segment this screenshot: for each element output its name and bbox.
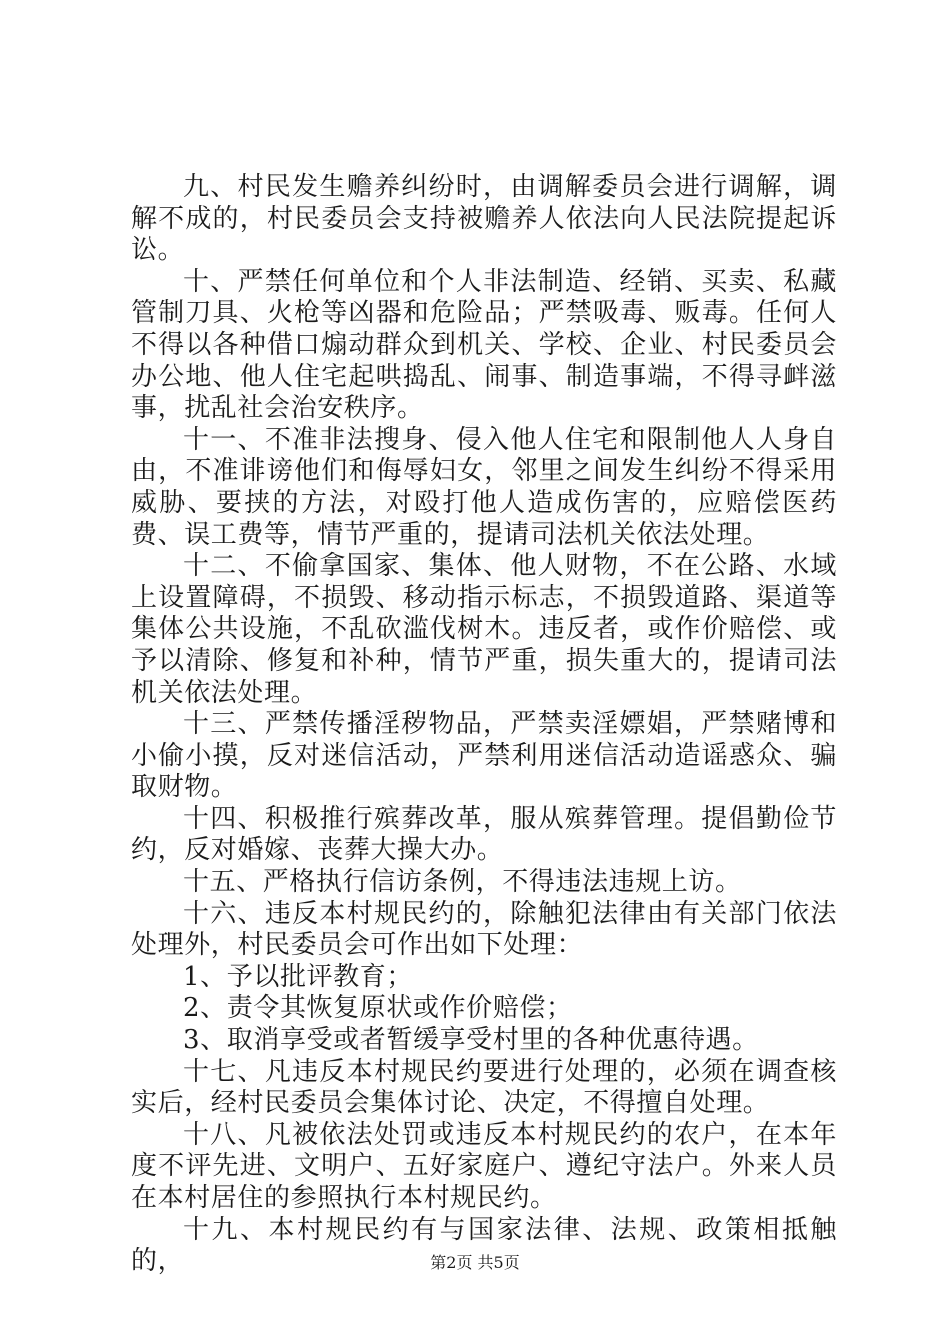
list-item-1: 1、予以批评教育； xyxy=(183,961,413,992)
paragraph-9: 九、村民发生赡养纠纷时，由调解委员会进行调解，调解不成的，村民委员会支持被赡养人依法向人民法院提起诉讼。 xyxy=(131,172,837,266)
paragraph-13: 十三、严禁传播淫秽物品，严禁卖淫嫖娼，严禁赌博和小偷小摸，反对迷信活动，严禁利用迷信活动造谣惑众、骗取财物。 xyxy=(131,709,837,803)
paragraph-19: 十九、本村规民约有与国家法律、法规、政策相抵触的， xyxy=(131,1214,837,1277)
paragraph-18: 十八、凡被依法处罚或违反本村规民约的农户，在本年度不评先进、文明户、五好家庭户、遵纪守法户。外来人员在本村居住的参照执行本村规民约。 xyxy=(131,1119,837,1213)
paragraph-17: 十七、凡违反本村规民约要进行处理的，必须在调查核实后，经村民委员会集体讨论、决定，不得擅自处理。 xyxy=(131,1056,837,1119)
paragraph-14: 十四、积极推行殡葬改革，服从殡葬管理。提倡勤俭节约，反对婚嫁、丧葬大操大办。 xyxy=(131,803,837,866)
page-number-label: 第2页 共5页 xyxy=(430,1253,520,1272)
paragraph-11: 十一、不准非法搜身、侵入他人住宅和限制他人人身自由，不准诽谤他们和侮辱妇女，邻里之间发生纠纷不得采用威胁、要挟的方法，对殴打他人造成伤害的，应赔偿医药费、误工费等，情节严重的，提请司法机关依法处理。 xyxy=(131,424,837,550)
paragraph-12: 十二、不偷拿国家、集体、他人财物，不在公路、水域上设置障碍，不损毁、移动指示标志，不损毁道路、渠道等集体公共设施，不乱砍滥伐树木。违反者，或作价赔偿、或予以清除、修复和补种，情节严重，损失重大的，提请司法机关依法处理。 xyxy=(131,551,837,708)
paragraph-15: 十五、严格执行信访条例，不得违法违规上访。 xyxy=(183,867,742,898)
list-item-3: 3、取消享受或者暂缓享受村里的各种优惠待遇。 xyxy=(183,1025,759,1056)
document-body xyxy=(131,172,837,1278)
list-item-2: 2、责令其恢复原状或作价赔偿； xyxy=(183,993,573,1024)
paragraph-16: 十六、违反本村规民约的，除触犯法律由有关部门依法处理外，村民委员会可作出如下处理： xyxy=(131,898,837,961)
paragraph-10: 十、严禁任何单位和个人非法制造、经销、买卖、私藏管制刀具、火枪等凶器和危险品；严禁吸毒、贩毒。任何人不得以各种借口煽动群众到机关、学校、企业、村民委员会办公地、他人住宅起哄捣乱、闹事、制造事端，不得寻衅滋事，扰乱社会治安秩序。 xyxy=(131,266,837,424)
page-footer xyxy=(0,1250,950,1273)
